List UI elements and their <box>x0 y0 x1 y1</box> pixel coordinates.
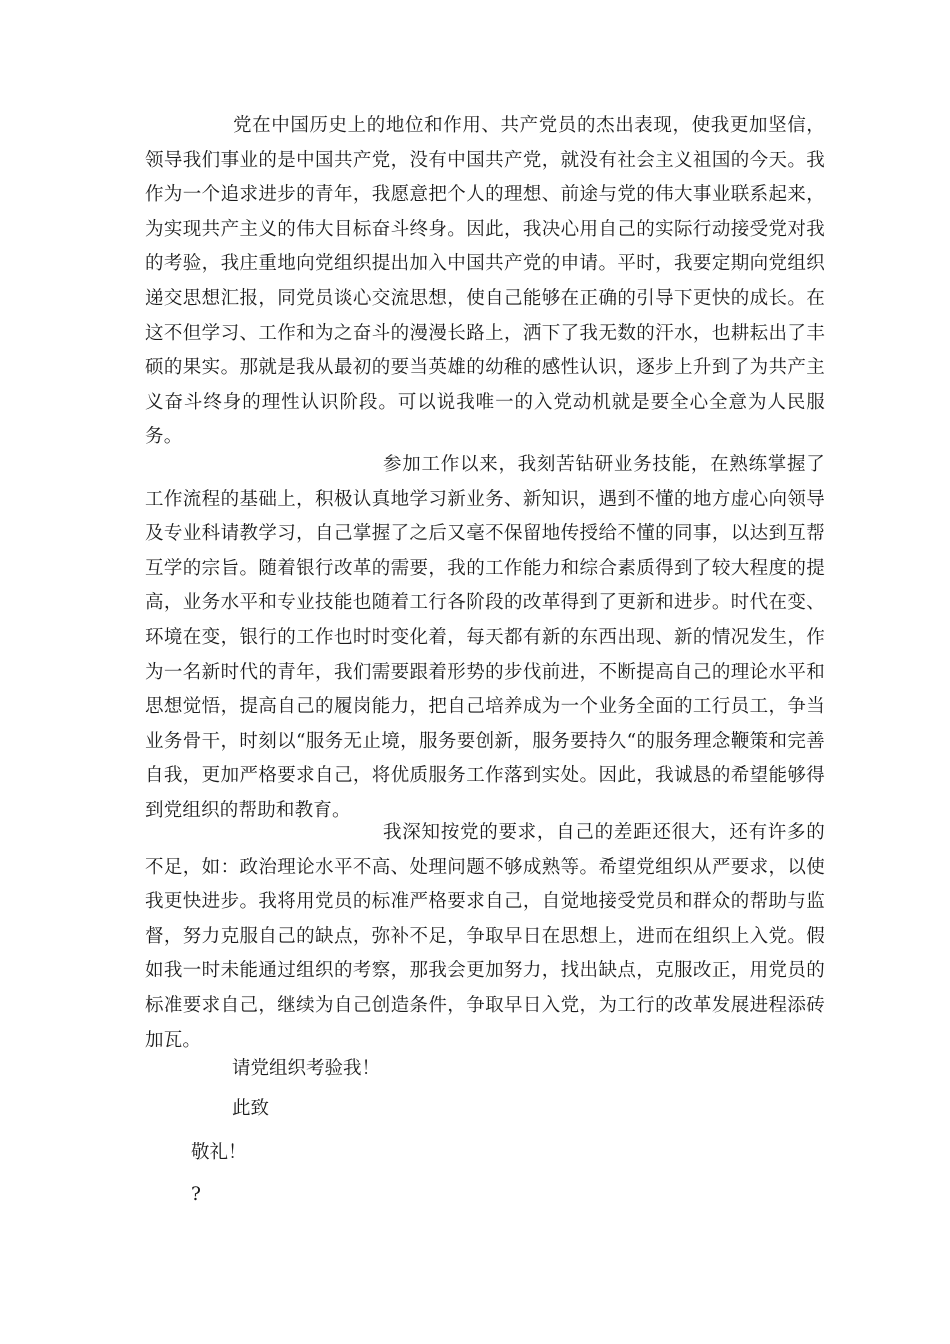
body-paragraph-2: 参加工作以来，我刻苦钻研业务技能，在熟练掌握了工作流程的基础上，积极认真地学习新业务、新知识，遇到不懂的地方虚心向领导及专业科请教学习，自己掌握了之后又毫不保留地传授给不懂的同事，以达到互帮互学的宗旨。随着银行改革的需要，我的工作能力和综合素质得到了较大程度的提高，业务水平和专业技能也随着工行各阶段的改革得到了更新和进步。时代在变、环境在变，银行的工作也时时变化着，每天都有新的东西出现、新的情况发生，作为一名新时代的青年，我们需要跟着形势的步伐前进，不断提高自己的理论水平和思想觉悟，提高自己的履岗能力，把自己培养成为一个业务全面的工行员工，争当业务骨干，时刻以“服务无止境，服务要创新，服务要持久“的服务理念鞭策和完善自我，更加严格要求自己，将优质服务工作落到实处。因此，我诚恳的希望能够得到党组织的帮助和教育。 <box>145 454 825 821</box>
body-paragraph-3: 我深知按党的要求，自己的差距还很大，还有许多的不足，如：政治理论水平不高、处理问题不够成熟等。希望党组织从严要求，以使我更快进步。我将用党员的标准严格要求自己，自觉地接受党员和群众的帮助与监督，努力克服自己的缺点，弥补不足，争取早日在思想上，进而在组织上入党。假如我一时未能通过组织的考察，那我会更加努力，找出缺点，克服改正，用党员的标准要求自己，继续为自己创造条件，争取早日入党，为工行的改革发展进程添砖加瓦。 <box>145 822 825 1051</box>
closing-request: 请党组织考验我！ <box>232 1058 381 1079</box>
body-paragraph-1: 党在中国历史上的地位和作用、共产党员的杰出表现，使我更加坚信，领导我们事业的是中国共产党，没有中国共产党，就没有社会主义祖国的今天。我作为一个追求进步的青年，我愿意把个人的理想、前途与党的伟大事业联系起来，为实现共产主义的伟大目标奋斗终身。因此，我决心用自己的实际行动接受党对我的考验，我庄重地向党组织提出加入中国共产党的申请。平时，我要定期向党组织递交思想汇报，同党员谈心交流思想，使自己能够在正确的引导下更快的成长。在这不但学习、工作和为之奋斗的漫漫长路上，洒下了我无数的汗水，也耕耘出了丰硕的果实。那就是我从最初的要当英雄的幼稚的感性认识，逐步上升到了为共产主义奋斗终身的理性认识阶段。可以说我唯一的入党动机就是要全心全意为人民服务。 <box>145 115 825 448</box>
trailing-mark: ? <box>191 1184 201 1205</box>
closing-salute: 敬礼！ <box>191 1142 247 1163</box>
closing-cizhi: 此致 <box>232 1098 270 1119</box>
